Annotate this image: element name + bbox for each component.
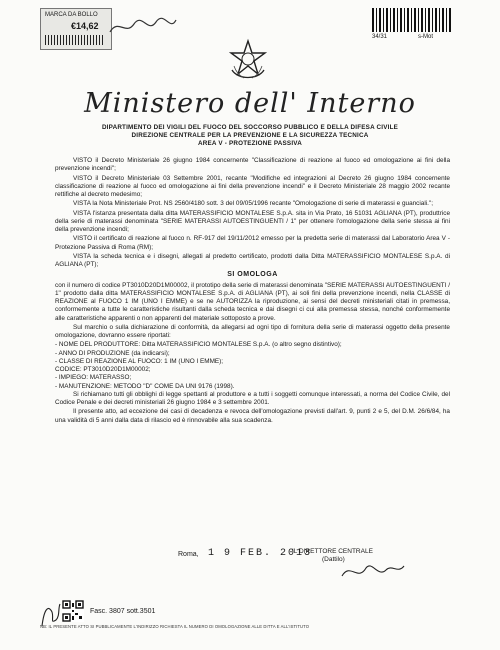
paragraph: VISTA la Nota Ministeriale Prot. NS 2560/4180 sott. 3 del 09/05/1996 recante "Omologazione di serie di materassi e guanciali."; [73, 200, 434, 208]
protocol-suffix: s-Mot [418, 34, 433, 40]
protocol-code: 34/31 [372, 34, 388, 40]
stamped-date: 1 9 FEB. 2013 [208, 548, 313, 559]
protocol-barcode [372, 8, 452, 32]
stamp-label: MARCA DA BOLLO [45, 12, 98, 18]
paragraph: VISTA l'istanza presentata dalla ditta MATERASSIFICIO MONTALESE S.p.A. sita in Via Prato, 16 51031 AGLIANA (PT), produttrice della serie di materassi denominata "SERIE MATERASSI AUTOESTINGUENTI / 1" per ottenere l'omologazione della serie stessa ai fini della prevenzione incendi; [55, 209, 450, 233]
document-body [55, 157, 450, 426]
paragraph: VISTO il Decreto Ministeriale 26 giugno 1984 concernente "Classificazione di reazione al fuoco ed omologazione ai fini della prevenzione incendi"; [55, 157, 450, 173]
list-item: - CLASSE DI REAZIONE AL FUOCO: 1 IM (UNO I EMME); [55, 357, 224, 365]
footer-note: NB: IL PRESENTE ATTO SI PUBBLICAMENTE L'INDIRIZZO RICHIESTA IL NUMERO DI OMOLOGAZIONE ALLE DITTA E ALL'ISTITUTO [40, 624, 310, 629]
file-reference: Fasc. 3807 sott.3501 [90, 608, 156, 615]
director-title: IL DIRETTORE CENTRALE [292, 548, 373, 555]
stamp-barcode [45, 35, 105, 45]
place-label: Roma, [178, 551, 199, 558]
marking-list [55, 341, 450, 391]
qr-code-icon [62, 600, 84, 622]
area-line: AREA V - PROTEZIONE PASSIVA [198, 140, 302, 147]
signature-icon [338, 556, 408, 586]
paragraph: con il numero di codice PT3010D20D1M00002, il prototipo della serie di materassi denominata "SERIE MATERASSI AUTOESTINGUENTI / 1" prodotto dalla ditta MATERASSIFICIO MONTALESE S.p.A. di AGLIANA (PT), ai soli fini della prevenzione incendi, nella CLASSE di REAZIONE al FUOCO 1 IM (UNO I EMME) e se ne AUTORIZZA la riproduzione, ai sensi del decreti ministeriali citati in premessa, conformemente a tutte le caratteristiche risultanti dalla scheda tecnica e dai disegni ci cui alla premessa stessa, nonché conformemente alle caratteristiche apparenti o non apparenti del materiale sottoposto a prove. [55, 281, 450, 322]
list-item: - ANNO DI PRODUZIONE (da indicarsi); [55, 349, 170, 357]
paragraph: VISTA la scheda tecnica e i disegni, allegati al predetto certificato, prodotti dalla Ditta MATERASSIFICIO MONTALESE S.p.A. di AGLIANA (PT); [55, 252, 450, 268]
ministry-title: Ministero dell' Interno [84, 88, 416, 119]
director-name: (Dattilo) [322, 556, 345, 563]
list-item: - IMPIEGO: MATERASSO; [55, 374, 132, 382]
section-heading: SI OMOLOGA [227, 271, 278, 279]
directorate-line: DIREZIONE CENTRALE PER LA PREVENZIONE E LA SICUREZZA TECNICA [131, 132, 369, 139]
handwritten-mark-icon [108, 14, 178, 40]
department-line: DIPARTIMENTO DEI VIGILI DEL FUOCO DEL SOCCORSO PUBBLICO E DELLA DIFESA CIVILE [101, 124, 399, 131]
list-item: - NOME DEL PRODUTTORE: Ditta MATERASSIFICIO MONTALESE S.p.A. (o altro segno distintivo); [55, 341, 342, 349]
list-item: CODICE: PT3010D20D1M00002; [55, 366, 151, 373]
paragraph: Sul marchio o sulla dichiarazione di conformità, da allegarsi ad ogni tipo di fornitura della serie di materassi oggetto della presente omologazione, dovranno essere riportati: [55, 323, 450, 339]
stamp-amount: €14,62 [71, 21, 99, 31]
paragraph: Il presente atto, ad eccezione dei casi di decadenza e revoca dell'omologazione previsti dall'art. 9, punti 2 e 5, del D.M. 26/6/84, ha una validità di 5 anni dalla data di rilascio ed è rinnovabile alla sua scadenza. [55, 408, 450, 424]
list-item: - MANUTENZIONE: METODO "D" COME DA UNI 9176 (1998). [55, 382, 235, 390]
revenue-stamp [40, 8, 112, 50]
paragraph: VISTO il Decreto Ministeriale 03 Settembre 2001, recante "Modifiche ed integrazioni al Decreto 26 giugno 1984 concernente classificazione di reazione al fuoco ed omologazione ai fini della prevenzione incendi" e il Decreto Ministeriale 28 maggio 2002 recante rettifiche al decreto medesimo; [55, 174, 450, 198]
paragraph: Si richiamano tutti gli obblighi di legge spettanti al produttore e a tutti i soggetti comunque interessati, a norma del Codice Civile, del Codice Penale e dei decreti ministeriali 26 giugno 1984 e 3 settembre 2001. [55, 390, 450, 406]
paragraph: VISTO il certificato di reazione al fuoco n. RF-917 del 19/11/2012 emesso per la predetta serie di materassi dal Laboratorio Area V - Protezione Passiva di Roma (RM); [55, 235, 450, 251]
republic-emblem-icon [228, 38, 268, 82]
